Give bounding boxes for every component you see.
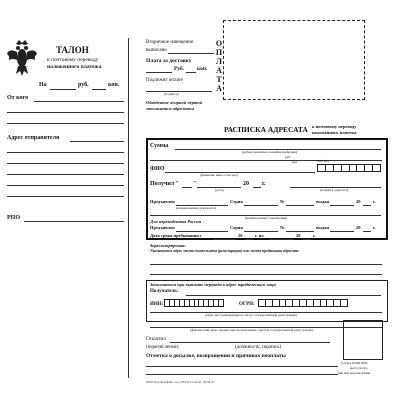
coupon-from-line-3[interactable] <box>7 123 124 124</box>
coupon-sender-address-label: Адрес отправителя <box>7 135 60 141</box>
received-date-hint: (дата) <box>215 188 224 192</box>
postage-stamp-box[interactable] <box>223 20 365 100</box>
double-headed-eagle-icon <box>6 38 38 78</box>
received-year: 20 <box>243 181 249 187</box>
coupon-addr-line-4[interactable] <box>7 174 124 175</box>
reg-hint: Указывается адрес места жительства (регистрации) или места пребывания адресата <box>150 249 299 253</box>
paid-line[interactable] <box>170 342 330 343</box>
received-day-line[interactable] <box>182 187 192 188</box>
coupon-title: ТАЛОН <box>56 45 89 55</box>
receipt-subtitle-2: наложенного платежа <box>312 130 357 135</box>
coupon-amount-rub: руб. <box>78 82 89 88</box>
stay-from-line[interactable] <box>214 239 236 240</box>
received-label: Получил " <box>150 181 179 187</box>
inn-label: ИНН: <box>150 302 164 307</box>
doc-issued-label: выдан <box>316 199 330 204</box>
reg-label: Зарегистрирован: <box>150 243 186 248</box>
doc-no-label: № <box>280 199 285 204</box>
ogrn-label: ОГРН: <box>239 302 255 307</box>
middle-line-2-field[interactable] <box>168 53 214 54</box>
doc-year-label: 20 <box>356 199 361 204</box>
reg-line-1[interactable] <box>150 264 382 265</box>
middle-fee-rub-line[interactable] <box>146 72 172 73</box>
stamp-hint-3: ния или перечисления) <box>338 371 371 375</box>
return-line-2[interactable] <box>146 374 338 375</box>
stay-20: 20 <box>238 233 243 238</box>
nonresident-label: Для нерезидентов России <box>150 219 202 224</box>
doc-year-label-2: 20 <box>356 225 361 230</box>
stay-to-line[interactable] <box>270 239 294 240</box>
doc-series-line[interactable] <box>244 205 278 206</box>
operator-hint: (перечисление) <box>146 345 179 350</box>
doc-no-line-2[interactable] <box>286 231 314 232</box>
recipient-label: Получатель: <box>150 289 179 294</box>
middle-fee-label: Плата за доставку <box>146 58 192 64</box>
doc-series-line-2[interactable] <box>244 231 278 232</box>
oplata-letters: ОПЛАТА <box>214 39 224 93</box>
coupon-addr-line-6[interactable] <box>7 196 124 197</box>
doc-no-label-2: № <box>280 225 285 230</box>
middle-line-2: выписано <box>146 48 167 53</box>
stay-label: Дата срока пребывания с <box>150 233 202 238</box>
paid-label: Оплатил <box>146 336 167 342</box>
middle-fee-rub: Руб. <box>174 66 185 72</box>
receipt-subtitle-1: к почтовому переводу <box>312 124 357 129</box>
reg-line-2[interactable] <box>150 274 382 275</box>
middle-ink-note-2: заполняется адресатом <box>146 106 195 111</box>
sum-line-2[interactable] <box>150 160 382 161</box>
printer-footer: ООО «Полиграфия» тел. (3812) 61-22-97, 39-68-27 <box>146 380 215 384</box>
receipt-title: РАСПИСКА АДРЕСАТА <box>224 125 308 134</box>
fio-label: ФИО <box>150 166 165 172</box>
legal-pos-hint: (фактический адрес, индекс при несовпадении с местом государственной регистрации) <box>190 328 313 332</box>
received-year-suffix: г. <box>262 181 266 187</box>
doc-year-line-2[interactable] <box>363 231 371 232</box>
coupon-subtitle-2: наложенного платежа <box>47 64 102 70</box>
doc-issued-line[interactable] <box>330 205 354 206</box>
return-label: Отметка о досылке, возвращении и причинах неоплаты <box>146 353 286 359</box>
coupon-addr-line-3[interactable] <box>7 163 124 164</box>
stay-g: г. по <box>255 233 264 238</box>
doc-line-2[interactable] <box>176 231 228 232</box>
fio-hint: (фамилия, имя, отчество) <box>200 173 238 177</box>
middle-ink-note-1: Обведенное жирной чертой <box>146 100 203 105</box>
sum-kop-hint: коп. <box>292 160 299 164</box>
ops-stamp-box[interactable] <box>343 320 383 360</box>
coupon-from-line-1[interactable] <box>34 101 124 102</box>
coupon-from-label: От кого <box>7 95 29 101</box>
received-year-line[interactable] <box>253 187 261 188</box>
stay-20b: 20 <box>296 233 301 238</box>
stamp-hint-2: места получ- <box>350 366 369 370</box>
stay-g2: г. <box>313 233 316 238</box>
coupon-subtitle-1: к почтовому переводу <box>47 57 99 63</box>
coupon-kop-line[interactable] <box>92 89 106 90</box>
middle-pay-line[interactable] <box>146 91 212 92</box>
coupon-rub-line[interactable] <box>50 89 76 90</box>
doc-year-suffix: г. <box>373 199 376 204</box>
received-quote: " <box>193 181 197 187</box>
legal-label: Заполняется при выплате перевода в адрес юридического лица <box>150 282 276 287</box>
coupon-rpo-label: РПО <box>7 215 20 221</box>
coupon-rpo-line[interactable] <box>24 221 124 222</box>
return-line-1[interactable] <box>146 366 338 367</box>
coupon-addr-line-5[interactable] <box>7 185 124 186</box>
doc-label: Предъявлен <box>150 199 175 204</box>
middle-fee-kop-line[interactable] <box>186 72 196 73</box>
received-sign-hint: (подпись адресата) <box>320 188 349 192</box>
doc-year-line[interactable] <box>363 205 371 206</box>
doc-year-suffix-2: г. <box>373 225 376 230</box>
coupon-amount-kop: коп. <box>108 82 120 88</box>
legal-addr-hint: (адрес местонахождения по месту государственной регистрации) <box>205 313 297 317</box>
middle-pay-label: Подлежит оплате <box>146 78 183 83</box>
doc-issued-label-2: выдан <box>316 225 330 230</box>
vat-cells[interactable] <box>317 164 381 172</box>
doc-series-label-2: Серия <box>230 225 243 230</box>
sum-label: Сумма <box>150 143 169 149</box>
coupon-addr-line-2[interactable] <box>7 152 124 153</box>
sum-hint: (рубли прописью, копейки цифрами) <box>242 150 297 154</box>
coupon-amount-prefix: На <box>39 82 47 88</box>
coupon-separator <box>128 38 129 378</box>
stay-year1-line[interactable] <box>245 239 253 240</box>
position-hint: (должность, подпись) <box>235 345 282 350</box>
doc-series-label: Серия <box>230 199 243 204</box>
middle-fee-kop: коп. <box>197 66 208 72</box>
ogrn-cells[interactable] <box>258 299 348 307</box>
fio-line[interactable] <box>165 172 315 173</box>
coupon-addr-line-1[interactable] <box>70 141 124 142</box>
recipient-line[interactable] <box>186 295 381 296</box>
sum-rub-hint: руб. <box>285 155 292 159</box>
inn-cells[interactable] <box>164 299 224 307</box>
coupon-from-line-2[interactable] <box>7 112 124 113</box>
doc-hint: (наименование документа) <box>176 206 217 210</box>
stay-year2-line[interactable] <box>303 239 311 240</box>
doc-issued-line-2[interactable] <box>330 231 354 232</box>
middle-line-1: Вторичное извещение <box>146 40 194 45</box>
middle-sign-hint: (подпись) <box>164 92 179 96</box>
doc-label-2: Предъявлен <box>150 225 175 230</box>
inst-hint: (наименование учреждения) <box>245 216 288 220</box>
doc-no-line[interactable] <box>286 205 314 206</box>
vat-label: НДС руб. <box>317 159 330 163</box>
stamp-hint-1: (оттиск КПШ ОПС <box>341 361 368 365</box>
